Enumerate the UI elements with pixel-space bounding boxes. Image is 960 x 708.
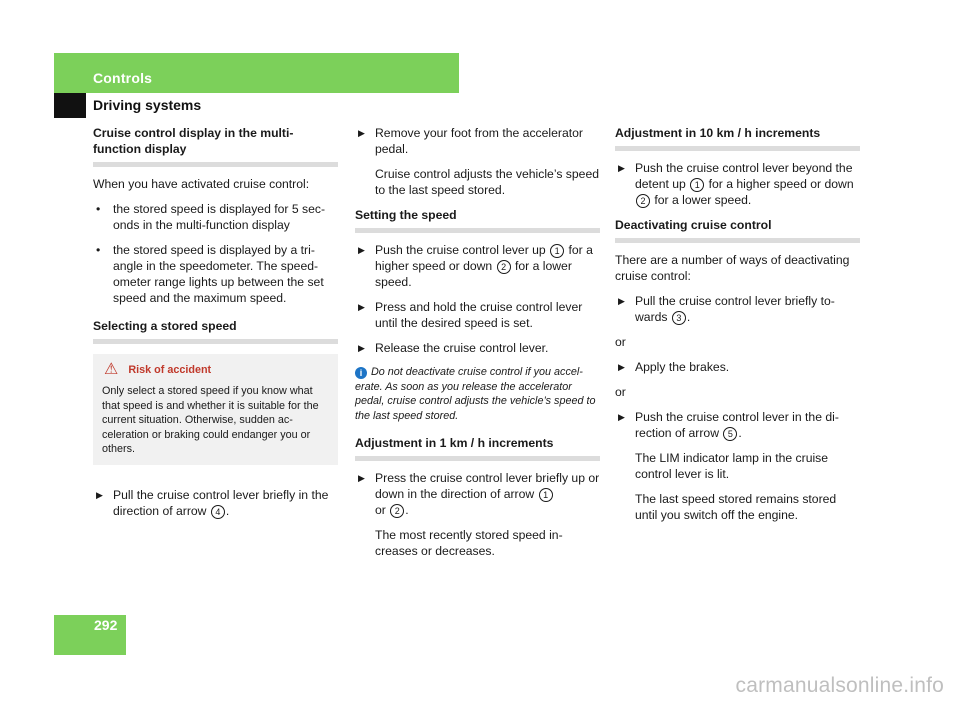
- step-text-end: .: [225, 503, 230, 518]
- step-text: for a lower speed.: [654, 193, 752, 207]
- step-apply-brakes: ▶ Apply the brakes.: [615, 359, 860, 375]
- step-text: Push the cruise control lever in the di-rection of arrow: [635, 410, 839, 440]
- arrow-number-4: 4: [211, 505, 225, 519]
- arrow-number-2: 2: [497, 260, 511, 274]
- step-pull-lever: [93, 487, 338, 519]
- recent-text: The most recently stored speed in-creases or decreases.: [375, 528, 563, 558]
- chapter-title: Driving systems: [93, 97, 202, 113]
- arrow-number-5: 5: [723, 427, 737, 441]
- chapter-marker: [54, 93, 86, 118]
- step-text-end: .: [686, 310, 691, 324]
- column-3: [615, 125, 860, 532]
- adjusts-text: Cruise control adjusts the vehicle’s speed to the last speed stored.: [375, 167, 600, 197]
- warning-title: Risk of accident: [128, 363, 212, 376]
- arrow-number-2: 2: [390, 504, 404, 518]
- bullet-item: • the stored speed is displayed by a tri-angle in the speedometer. The speed-ometer range lights up between the set speed and the maximum speed.: [93, 242, 338, 306]
- arrow-number-1: 1: [539, 488, 553, 502]
- step-text: or: [375, 503, 386, 517]
- step-push-beyond: [615, 160, 860, 208]
- arrow-number-1: 1: [550, 244, 564, 258]
- note-text: Do not deactivate cruise control if you accel-erate. As soon as you release the accelerator pedal, cruise control adjusts the vehicle’s speed to the last speed stored.: [355, 366, 596, 422]
- heading-display: Cruise control display in the multi-function display: [93, 125, 338, 167]
- bullet-item: • the stored speed is displayed for 5 sec-onds in the multi-function display: [93, 201, 338, 233]
- step-text: Press the cruise control lever briefly up or down in the direction of arrow: [375, 471, 600, 501]
- step-text: Pull the cruise control lever briefly in the direction of arrow: [113, 487, 329, 518]
- step-text: Push the cruise control lever beyond the detent up: [635, 161, 853, 191]
- info-note: [355, 365, 600, 423]
- lim-text: The LIM indicator lamp in the cruise control lever is lit.: [635, 451, 829, 481]
- step-push-direction: [615, 409, 860, 441]
- step-text-end: .: [738, 426, 742, 440]
- last-speed-text: The last speed stored remains stored until you switch off the engine.: [635, 492, 837, 522]
- step-remove-foot: ▶ Remove your foot from the accelerator pedal.: [355, 125, 600, 157]
- column-1: [93, 125, 338, 528]
- heading-setting: Setting the speed: [355, 207, 600, 233]
- heading-adjust-10: Adjustment in 10 km / h increments: [615, 125, 860, 151]
- warning-header: [102, 362, 329, 378]
- step-push-lever: [355, 242, 600, 290]
- step-text: for a higher speed or down: [708, 177, 854, 191]
- step-press-hold: ▶ Press and hold the cruise control lever until the desired speed is set.: [355, 299, 600, 331]
- watermark: carmanualsonline.info: [735, 674, 944, 697]
- step-text: for a higher speed or down: [375, 243, 593, 273]
- step-text: for a lower speed.: [375, 259, 572, 289]
- info-icon: i: [355, 367, 367, 379]
- step-release: ▶ Release the cruise control lever.: [355, 340, 600, 356]
- warning-triangle-icon: ⚠: [104, 361, 119, 378]
- warning-box: [93, 354, 338, 465]
- column-2: [355, 125, 600, 568]
- step-text: Pull the cruise control lever briefly to-wards: [635, 294, 835, 324]
- heading-adjust-1: Adjustment in 1 km / h increments: [355, 435, 600, 461]
- heading-deactivating: Deactivating cruise control: [615, 217, 860, 243]
- or-text: or: [615, 385, 626, 399]
- heading-selecting: Selecting a stored speed: [93, 318, 338, 344]
- step-text-end: .: [405, 503, 409, 517]
- arrow-number-2: 2: [636, 194, 650, 208]
- step-press-briefly: [355, 470, 600, 518]
- warning-text: Only select a stored speed if you know what that speed is and whether it is suitable for the current situation. Otherwise, sudden ac-celeration or braking could endanger you or others.: [102, 385, 319, 455]
- or-text: or: [615, 335, 626, 349]
- arrow-number-3: 3: [672, 311, 686, 325]
- step-text: Push the cruise control lever up: [375, 243, 546, 257]
- section-title: Controls: [93, 70, 153, 86]
- intro-text: When you have activated cruise control:: [93, 177, 310, 191]
- page-number: 292: [94, 617, 118, 633]
- step-pull-towards: [615, 293, 860, 325]
- arrow-number-1: 1: [690, 178, 704, 192]
- deact-intro: There are a number of ways of deactivating cruise control:: [615, 253, 850, 283]
